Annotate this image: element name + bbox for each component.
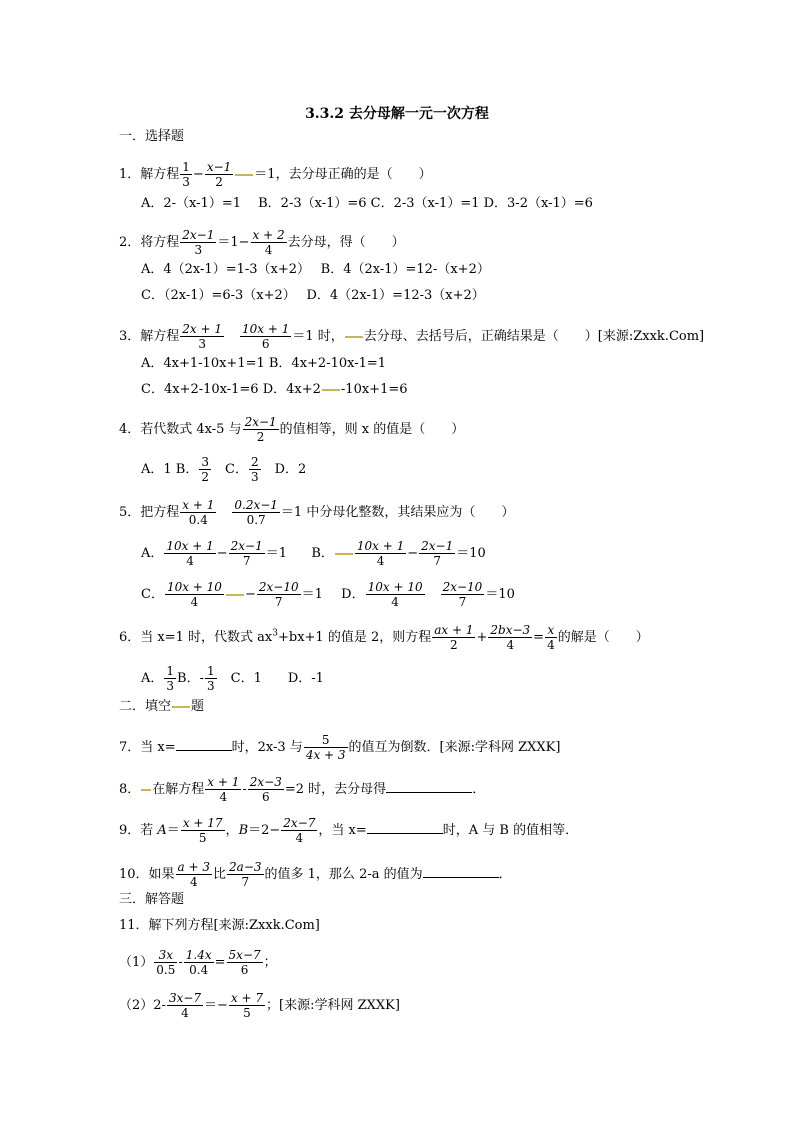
question-11: 11．解下列方程[来源:Zxxk.Com]: [119, 918, 320, 933]
section-heading-fill: 二．填空 题: [119, 699, 205, 714]
highlight-mark: [322, 389, 340, 391]
question-5-options-cd: C． $\frac{10x + 10}{4}$ − $\frac{2x-10}{7}$ ＝1 D． $\frac{10x + 10}{4}$ $\frac{2x-10}{7}$ ＝10: [141, 580, 515, 609]
question-2-options-cd: C．（2x-1）=6-3（x+2） D．4（2x-1）=12-3（x+2）: [141, 288, 485, 303]
section-heading-choice: 一．选择题: [119, 129, 185, 144]
fraction: $\frac{3}{2}$: [201, 455, 209, 484]
section-heading-solve: 三．解答题: [119, 892, 185, 907]
fraction: $\frac{x}{4}$: [547, 623, 555, 652]
fraction: $\frac{x + 1}{0.4}$: [182, 498, 215, 527]
fraction: $\frac{2}{3}$: [250, 455, 259, 484]
fraction: $\frac{a + 3}{4}$: [177, 860, 211, 889]
question-8: 8． 在解方程 $\frac{x + 1}{4}$ - $\frac{2x-3}{6}$ =2 时，去分母得 ．: [119, 775, 486, 804]
fraction: $\frac{5}{4x + 3}$: [305, 733, 346, 762]
fraction: $\frac{2x-1}{7}$: [230, 539, 263, 568]
page-title: 3.3.2 去分母解一元一次方程: [305, 106, 489, 122]
fraction: $\frac{2x-10}{7}$: [258, 580, 299, 609]
question-4: 4．若代数式 4x-5 与 $\frac{2x-1}{2}$ 的值相等，则 x 的值是（ ）: [119, 415, 465, 444]
highlight-mark: [335, 553, 353, 555]
question-9: 9．若 A＝ $\frac{x + 17}{5}$ ，B＝2− $\frac{2x-7}{4}$ ，当 x= 时，A 与 B 的值相等．: [119, 816, 579, 845]
question-1-options: A．2-（x-1）=1 B．2-3（x-1）=6 C．2-3（x-1）=1 D．3-2（x-1）=6: [141, 196, 593, 211]
fraction: $\frac{1}{3}$: [182, 160, 190, 189]
question-11-part-2: （2）2- $\frac{3x-7}{4}$ ＝− $\frac{x + 7}{5}$ ；[来源:学科网 ZXXK]: [119, 991, 400, 1020]
fraction: $\frac{x + 1}{4}$: [207, 775, 240, 804]
highlight-mark: [141, 789, 151, 791]
fraction: $\frac{1}{3}$: [206, 664, 215, 693]
fraction: $\frac{2a-3}{7}$: [229, 860, 262, 889]
fraction: $\frac{10x + 1}{4}$: [356, 539, 405, 568]
fraction: $\frac{10x + 10}{4}$: [166, 580, 222, 609]
fraction: $\frac{x-1}{2}$: [206, 160, 232, 189]
highlight-mark: [235, 174, 253, 176]
question-6: 6．当 x=1 时，代数式 $ax^3+bx+1$ 的值是 2，则方程 $\frac{ax + 1}{2}$ + $\frac{2bx-3}{4}$ = $\frac{x}{4}$ 的解是（ ）: [119, 623, 649, 652]
fraction: $\frac{2x-7}{4}$: [283, 816, 316, 845]
highlight-mark: [226, 594, 244, 596]
fraction: $\frac{5x-7}{6}$: [228, 948, 261, 977]
question-4-options: A．1 B． $\frac{3}{2}$ C． $\frac{2}{3}$ D．2: [141, 455, 307, 484]
question-11-part-1: （1） $\frac{3x}{0.5}$ - $\frac{1.4x}{0.4}$ = $\frac{5x-7}{6}$ ；: [119, 948, 277, 977]
answer-blank[interactable]: [386, 780, 472, 793]
highlight-mark: [172, 706, 190, 708]
fraction: $\frac{2x-1}{3}$: [182, 228, 215, 257]
fraction: $\frac{x + 7}{5}$: [230, 991, 264, 1020]
fraction: $\frac{2x + 1}{3}$: [182, 322, 223, 351]
fraction: $\frac{2x-10}{7}$: [442, 580, 483, 609]
question-2: 2．将方程 $\frac{2x-1}{3}$ ＝1− $\frac{x + 2}{4}$ 去分母，得（ ）: [119, 228, 405, 257]
fraction: $\frac{3x-7}{4}$: [168, 991, 202, 1020]
fraction: $\frac{2bx-3}{4}$: [490, 623, 531, 652]
highlight-mark: [345, 336, 363, 338]
question-3: 3．解方程 $\frac{2x + 1}{3}$ $\frac{10x + 1}{6}$ ＝1 时， 去分母、去括号后，正确结果是（ ）[来源:Zxxk.Com]: [119, 322, 705, 351]
answer-blank[interactable]: [367, 821, 443, 834]
question-5: 5．把方程 $\frac{x + 1}{0.4}$ $\frac{0.2x-1}{0.7}$ ＝1 中分母化整数，其结果应为（ ）: [119, 498, 515, 527]
answer-blank[interactable]: [423, 865, 499, 878]
fraction: $\frac{10x + 10}{4}$: [367, 580, 423, 609]
fraction: $\frac{2x-3}{6}$: [249, 775, 282, 804]
question-10: 10．如果 $\frac{a + 3}{4}$ 比 $\frac{2a-3}{7}$ 的值多 1，那么 2-a 的值为 ．: [119, 860, 512, 889]
fraction: $\frac{2x-1}{7}$: [421, 539, 454, 568]
fraction: $\frac{x + 17}{5}$: [182, 816, 223, 845]
question-3-options-ab: A．4x+1-10x+1=1 B．4x+2-10x-1=1: [141, 356, 387, 371]
fraction: $\frac{2x-1}{2}$: [244, 415, 277, 444]
fraction: $\frac{3x}{0.5}$: [156, 948, 176, 977]
fraction: $\frac{0.2x-1}{0.7}$: [234, 498, 278, 527]
fraction: $\frac{x + 2}{4}$: [252, 228, 285, 257]
answer-blank[interactable]: [176, 738, 232, 751]
fraction: $\frac{10x + 1}{6}$: [242, 322, 290, 351]
fraction: $\frac{10x + 1}{4}$: [166, 539, 214, 568]
question-2-options-ab: A．4（2x-1）=1-3（x+2） B．4（2x-1）=12-（x+2）: [141, 262, 490, 277]
fraction: $\frac{1}{3}$: [166, 664, 175, 693]
fraction: $\frac{1.4x}{0.4}$: [185, 948, 212, 977]
fraction: $\frac{ax + 1}{2}$: [434, 623, 474, 652]
question-5-options-ab: A． $\frac{10x + 1}{4}$ − $\frac{2x-1}{7}$ ＝1 B． $\frac{10x + 1}{4}$ − $\frac{2x-1}{7}$ ＝10: [141, 539, 486, 568]
question-6-options: A． $\frac{1}{3}$ B．- $\frac{1}{3}$ C．1 D．-1: [141, 664, 324, 693]
question-7: 7．当 x= 时，2x-3 与 $\frac{5}{4x + 3}$ 的值互为倒数．[来源:学科网 ZXXK]: [119, 733, 561, 762]
question-3-options-cd: C．4x+2-10x-1=6 D．4x+2 -10x+1=6: [141, 382, 408, 397]
question-1: 1．解方程 $\frac{1}{3}$ − $\frac{x-1}{2}$ ＝1，去分母正确的是（ ）: [119, 160, 432, 189]
